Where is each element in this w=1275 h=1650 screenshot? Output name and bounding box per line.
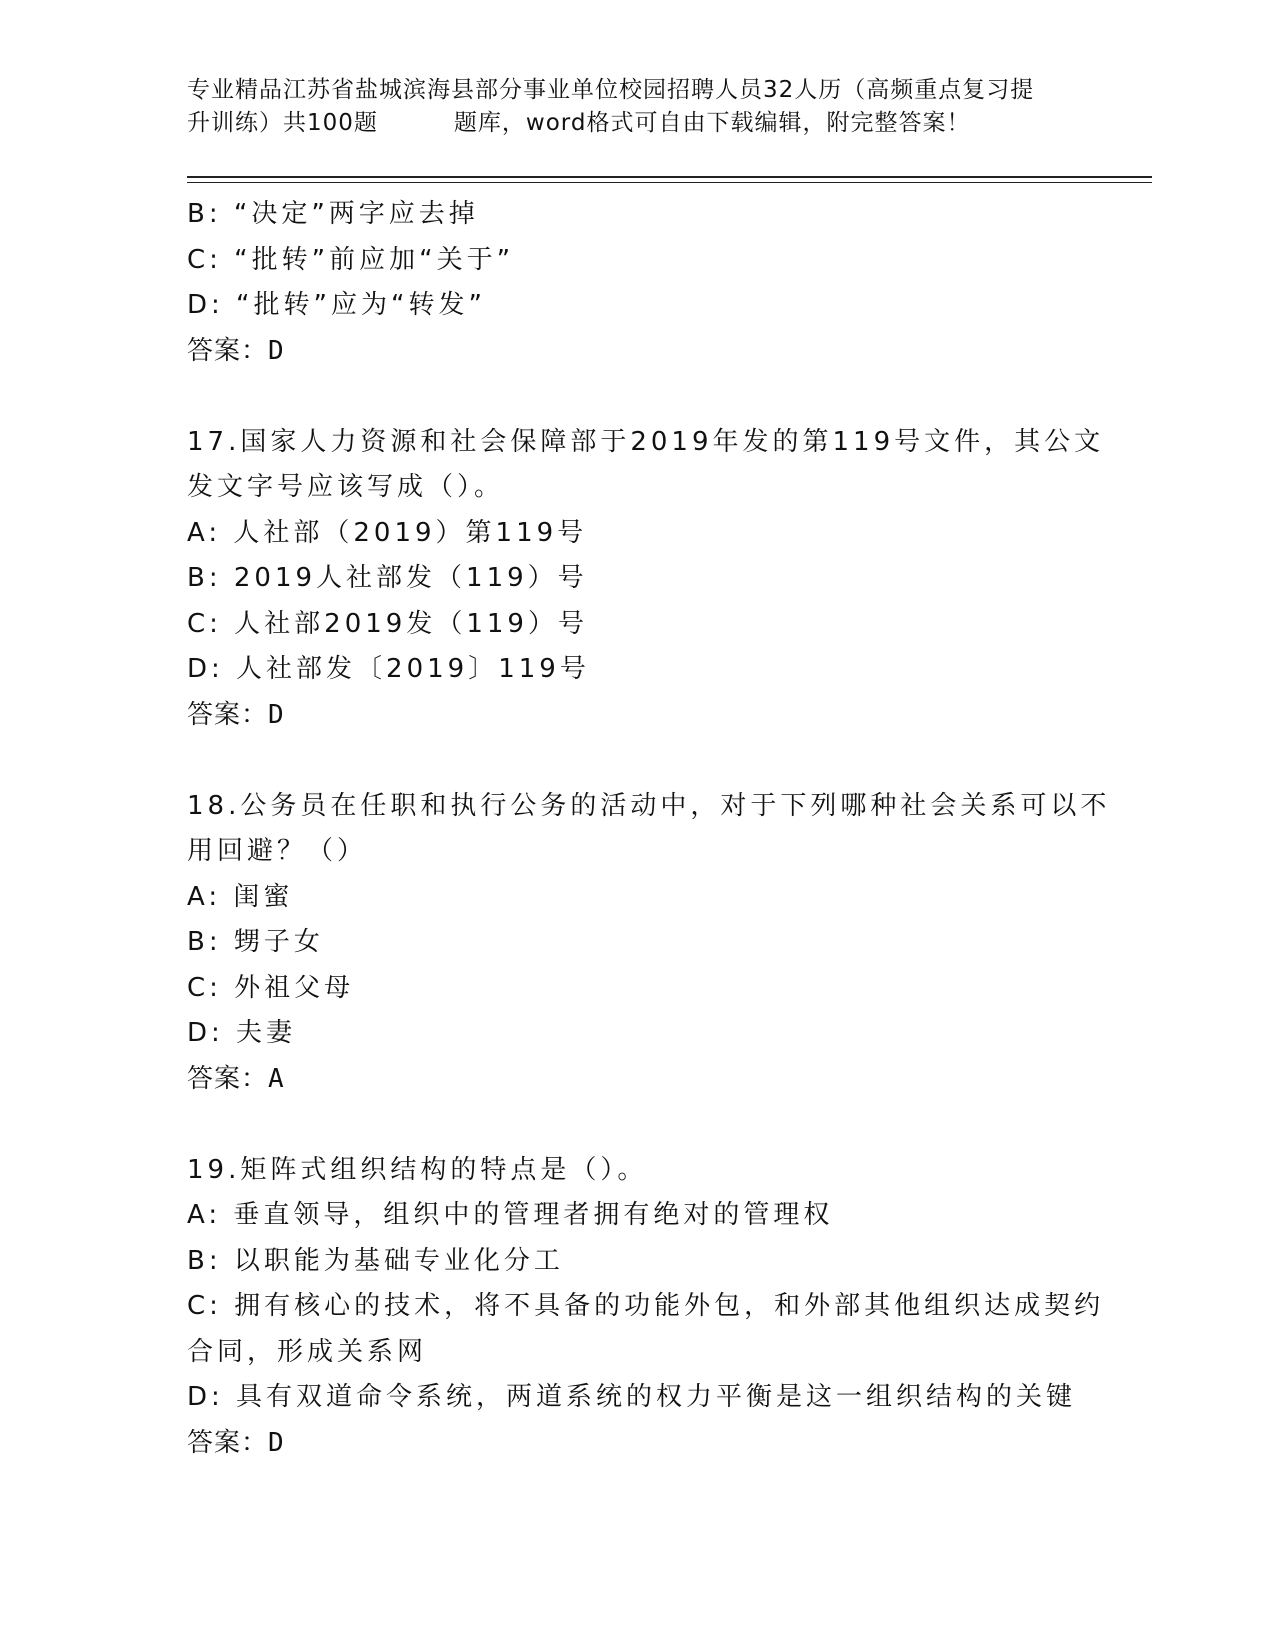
option-d: D: 具有双道命令系统，两道系统的权力平衡是这一组织结构的关键 <box>187 1382 1077 1412</box>
answer-line <box>187 329 1087 375</box>
option-b: B: 以职能为基础专业化分工 <box>187 1245 564 1276</box>
question-stem-line: 19.矩阵式组织结构的特点是（）。 <box>187 1154 648 1185</box>
header-title-line-2 <box>187 107 1087 140</box>
option-c: C: “批转”前应加“关于” <box>187 244 515 275</box>
question-stem-line: 发文字号应该写成（）。 <box>187 472 505 502</box>
question-16-continued <box>187 192 1087 374</box>
question-spacer <box>187 738 1087 784</box>
answer-line <box>187 1057 1087 1103</box>
header-title-left: 升训练）共100题 <box>187 110 378 136</box>
option-c: C: 人社部2019发（119）号 <box>187 608 588 639</box>
answer-value: D <box>268 699 285 730</box>
header-title-right: 题库，word格式可自由下载编辑，附完整答案！ <box>453 110 971 136</box>
question-17 <box>187 420 1105 739</box>
question-18 <box>187 784 1111 1103</box>
option-a: A: 垂直领导，组织中的管理者拥有绝对的管理权 <box>187 1200 834 1230</box>
option-d: D: “批转”应为“转发” <box>187 290 486 320</box>
question-19 <box>187 1148 1105 1467</box>
answer-value: A <box>268 1063 285 1094</box>
header-divider-thick <box>187 176 1152 178</box>
option-d: D: 夫妻 <box>187 1018 297 1048</box>
answer-label: 答案： <box>187 1063 269 1094</box>
question-stem-line: 17.国家人力资源和社会保障部于2019年发的第119号文件，其公文 <box>187 426 1105 457</box>
page-header <box>187 74 1087 140</box>
header-divider-thin <box>187 182 1152 183</box>
option-b: B: “决定”两字应去掉 <box>187 199 479 229</box>
answer-line <box>187 693 1087 739</box>
option-c: C: 拥有核心的技术，将不具备的功能外包，和外部其他组织达成契约 <box>187 1291 1105 1321</box>
option-d: D: 人社部发〔2019〕119号 <box>187 654 590 684</box>
question-stem-line: 18.公务员在任职和执行公务的活动中，对于下列哪种社会关系可以不 <box>187 790 1111 821</box>
option-b: B: 甥子女 <box>187 927 324 957</box>
answer-label: 答案： <box>187 1427 269 1458</box>
answer-line <box>187 1421 1087 1467</box>
question-list <box>187 192 1111 1466</box>
option-c-continued: 合同，形成关系网 <box>187 1336 428 1367</box>
answer-value: D <box>268 335 285 366</box>
option-a: A: 人社部（2019）第119号 <box>187 517 588 548</box>
answer-label: 答案： <box>187 335 269 366</box>
option-c: C: 外祖父母 <box>187 972 355 1003</box>
question-spacer <box>187 374 1087 420</box>
header-title-line-1: 专业精品江苏省盐城滨海县部分事业单位校园招聘人员32人历（高频重点复习提 <box>187 77 1035 103</box>
answer-label: 答案： <box>187 699 269 730</box>
question-spacer <box>187 1102 1087 1148</box>
answer-value: D <box>268 1427 285 1458</box>
option-b: B: 2019人社部发（119）号 <box>187 563 588 593</box>
question-stem-line: 用回避？（） <box>187 836 368 866</box>
option-a: A: 闺蜜 <box>187 881 294 912</box>
